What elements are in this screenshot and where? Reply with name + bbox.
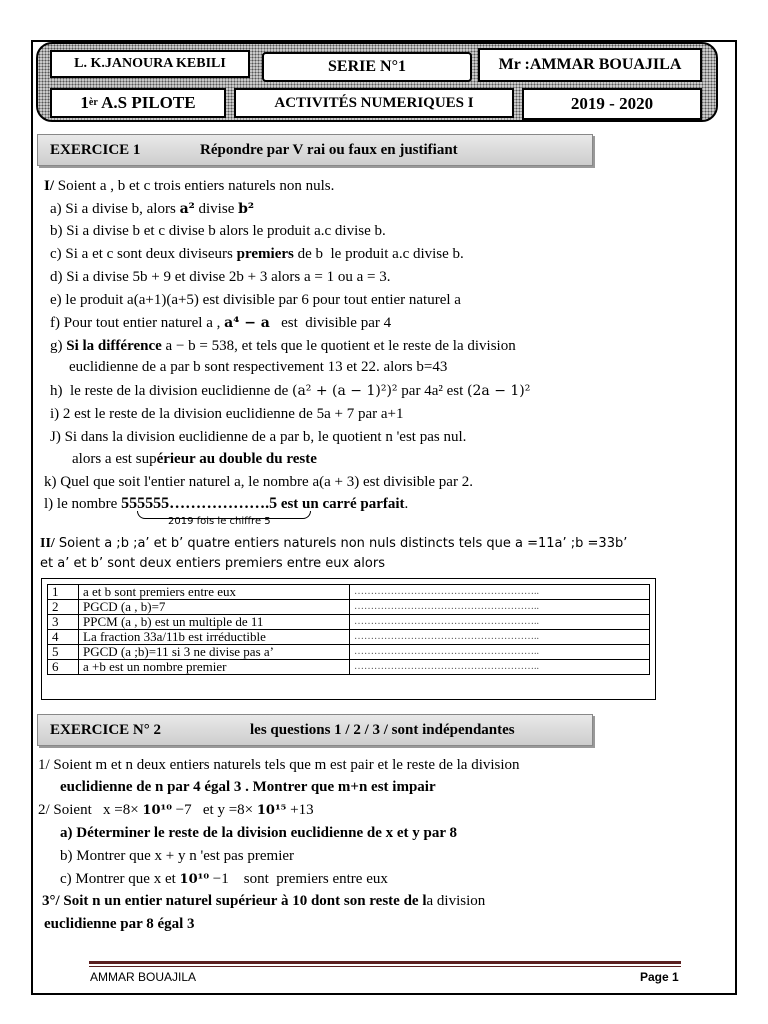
row-answer-blank[interactable]: ………………………………………………..: [350, 615, 650, 630]
part-1-intro: I/ Soient a , b et c trois entiers naturels non nuls.: [44, 178, 335, 194]
school-year: 2019 - 2020: [522, 88, 702, 120]
ex2-q3-line-1: 3°/ Soit n un entier naturel supérieur à 10 dont son reste de la division: [42, 893, 486, 909]
exercise-2-title: EXERCICE N° 2: [50, 721, 162, 738]
class-level: 1 èr A.S PILOTE: [50, 88, 226, 118]
row-number: 6: [48, 660, 79, 675]
serie-title: SERIE N°1: [262, 52, 472, 82]
item-k: k) Quel que soit l'entier naturel a, le nombre a(a + 3) est divisible par 2.: [44, 474, 473, 490]
page-number: Page 1: [640, 970, 679, 984]
row-statement: La fraction 33a/11b est irréductible: [79, 630, 350, 645]
ex2-q2a: a) Déterminer le reste de la division euclidienne de x et y par 8: [60, 825, 458, 841]
item-b: b) Si a divise b et c divise b alors le produit a.c divise b.: [50, 223, 386, 239]
row-answer-blank[interactable]: ………………………………………………..: [350, 585, 650, 600]
row-number: 4: [48, 630, 79, 645]
repeated-fives-number: 555555……………….5: [121, 495, 278, 512]
row-statement: a +b est un nombre premier: [79, 660, 350, 675]
exercise-2-instruction: les questions 1 / 2 / 3 / sont indépendantes: [250, 721, 515, 738]
item-j: J) Si dans la division euclidienne de a par b, le quotient n 'est pas nul.: [50, 429, 467, 445]
table-row: [48, 660, 650, 675]
table-row: [48, 615, 650, 630]
row-answer-blank[interactable]: ………………………………………………..: [350, 645, 650, 660]
true-false-table: [47, 584, 650, 675]
teacher-name: Mr :AMMAR BOUAJILA: [478, 48, 702, 82]
ex2-q2: 2/ Soient x =8× 10¹⁰ −7 et y =8× 10¹⁵ +13: [38, 802, 314, 818]
table-row: [48, 630, 650, 645]
footer-author: AMMAR BOUAJILA: [90, 970, 197, 984]
row-answer-blank[interactable]: ………………………………………………..: [350, 600, 650, 615]
item-e: e) le produit a(a+1)(a+5) est divisible par 6 pour tout entier naturel a: [50, 292, 461, 308]
exercise-2-banner: [37, 714, 593, 746]
item-f: f) Pour tout entier naturel a , a⁴ − a est divisible par 4: [50, 315, 392, 331]
row-statement: PPCM (a , b) est un multiple de 11: [79, 615, 350, 630]
item-j-continued: alors a est supérieur au double du reste: [72, 451, 317, 467]
ex2-q2b: b) Montrer que x + y n 'est pas premier: [60, 848, 295, 864]
ex2-q1-line-1: 1/ Soient m et n deux entiers naturels tels que m est pair et le reste de la division: [38, 757, 520, 773]
table-row: [48, 600, 650, 615]
ex2-q3-line-2: euclidienne par 8 égal 3: [44, 916, 195, 932]
row-number: 1: [48, 585, 79, 600]
ex2-q1-line-2: euclidienne de n par 4 égal 3 . Montrer que m+n est impair: [60, 779, 436, 795]
row-answer-blank[interactable]: ………………………………………………..: [350, 660, 650, 675]
row-number: 5: [48, 645, 79, 660]
item-a: a) Si a divise b, alors a² divise b²: [50, 201, 255, 217]
part-2-line-2: et a’ et b’ sont deux entiers premiers entre eux alors: [40, 556, 385, 571]
table-row: [48, 645, 650, 660]
item-i: i) 2 est le reste de la division euclidienne de 5a + 7 par a+1: [50, 406, 404, 422]
exercise-1-banner: [37, 134, 593, 166]
school-name: L. K.JANOURA KEBILI: [50, 50, 250, 78]
ex2-q2c: c) Montrer que x et 10¹⁰ −1 sont premiers entre eux: [60, 871, 388, 887]
exercise-1-title: EXERCICE 1: [50, 141, 141, 158]
item-d: d) Si a divise 5b + 9 et divise 2b + 3 alors a = 1 ou a = 3.: [50, 269, 391, 285]
table-row: [48, 585, 650, 600]
row-statement: PGCD (a ;b)=11 si 3 ne divise pas a’: [79, 645, 350, 660]
underbrace-caption: 2019 fois le chiffre 5: [168, 516, 271, 527]
row-statement: PGCD (a , b)=7: [79, 600, 350, 615]
footer-rule: [89, 961, 681, 964]
class-level-number: 1: [80, 93, 89, 112]
activity-title: ACTIVITÉS NUMERIQUES I: [234, 88, 514, 118]
item-l: l) le nombre 555555……………….5 est un carré parfait.: [44, 495, 409, 512]
row-number: 3: [48, 615, 79, 630]
item-g: g) Si la différence a − b = 538, et tels que le quotient et le reste de la division: [50, 338, 516, 354]
row-statement: a et b sont premiers entre eux: [79, 585, 350, 600]
item-g-continued: euclidienne de a par b sont respectivement 13 et 22. alors b=43: [69, 359, 448, 375]
footer-rule-thin: [89, 966, 681, 967]
item-c: c) Si a et c sont deux diviseurs premiers de b le produit a.c divise b.: [50, 246, 464, 262]
row-number: 2: [48, 600, 79, 615]
row-answer-blank[interactable]: ………………………………………………..: [350, 630, 650, 645]
class-level-label: A.S PILOTE: [97, 93, 196, 112]
item-h: h) le reste de la division euclidienne de (a² + (a − 1)²)² par 4a² est (2a − 1)²: [50, 383, 531, 399]
part-2-line-1: II/ Soient a ;b ;a’ et b’ quatre entiers naturels non nuls distincts tels que a =11a’ ;b =33b’: [40, 536, 628, 551]
exercise-1-instruction: Répondre par V rai ou faux en justifiant: [200, 141, 458, 158]
